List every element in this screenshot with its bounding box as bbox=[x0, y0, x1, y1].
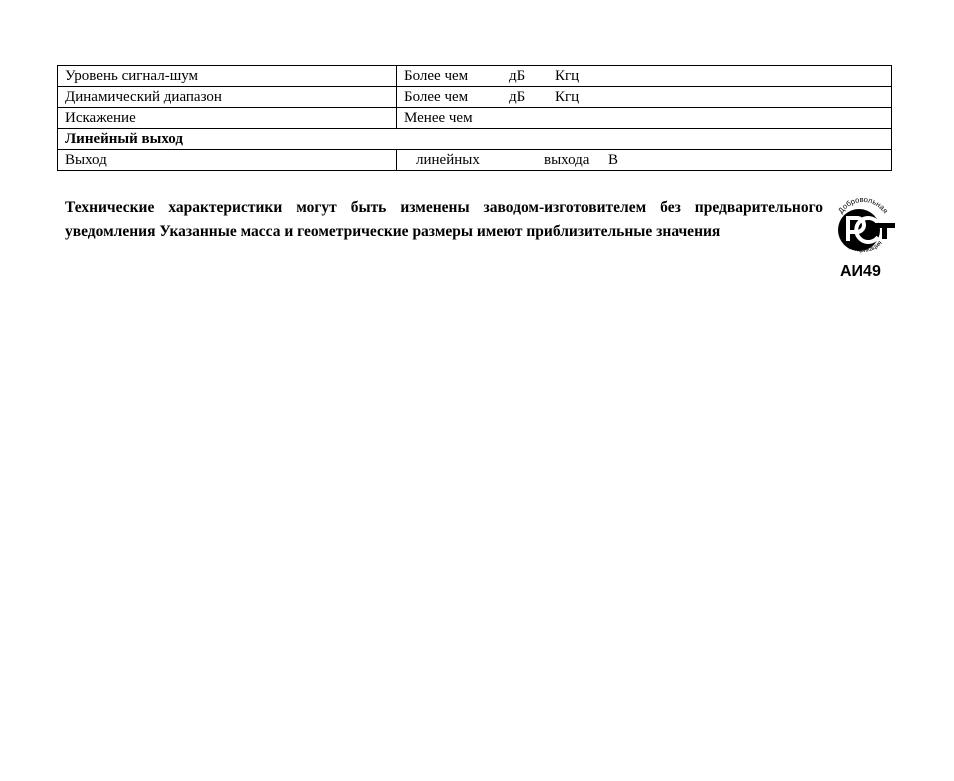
value-unit: дБ bbox=[509, 88, 526, 105]
row-value bbox=[397, 66, 892, 87]
table-row bbox=[58, 66, 892, 87]
value-prefix: линейных bbox=[416, 151, 480, 168]
value-prefix: Более чем bbox=[404, 88, 469, 105]
value-unit-2: В bbox=[608, 151, 619, 168]
specs-table bbox=[57, 65, 892, 171]
table-row bbox=[58, 87, 892, 108]
section-heading: Линейный выход bbox=[58, 129, 892, 150]
value-unit: дБ bbox=[509, 67, 526, 84]
value-prefix: Более чем bbox=[404, 67, 469, 84]
row-label: Уровень сигнал-шум bbox=[58, 66, 397, 87]
disclaimer-text: Технические характеристики могут быть изменены заводом-изготовителем без предварительного уведомления Указанные масса и геометрические размеры имеют приблизительные значения bbox=[65, 199, 823, 240]
value-unit: выхода bbox=[544, 151, 590, 168]
table-row bbox=[58, 108, 892, 129]
value-prefix: Менее чем bbox=[404, 109, 473, 126]
row-value bbox=[397, 150, 892, 171]
table-row bbox=[58, 150, 892, 171]
certification-code: АИ49 bbox=[840, 263, 881, 280]
row-label: Динамический диапазон bbox=[58, 87, 397, 108]
value-unit-2: Кгц bbox=[555, 88, 580, 105]
logo-bottom-text: сертификация bbox=[842, 239, 884, 255]
row-value bbox=[397, 87, 892, 108]
row-label: Выход bbox=[58, 150, 397, 171]
logo-top-text: Добровольная bbox=[836, 194, 891, 216]
row-value bbox=[397, 108, 892, 129]
row-label: Искажение bbox=[58, 108, 397, 129]
certification-logo bbox=[830, 194, 896, 260]
value-unit-2: Кгц bbox=[555, 67, 580, 84]
table-section-row bbox=[58, 129, 892, 150]
